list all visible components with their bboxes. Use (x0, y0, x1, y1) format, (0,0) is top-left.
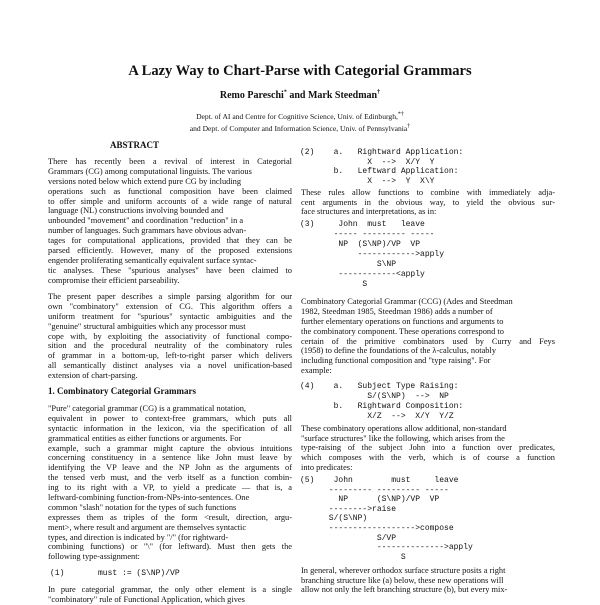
example-3-derivation: (3) John must leave ----- --------- ----- NP (S\NP)/VP VP ------------>apply S\NP ------------<apply S (300, 220, 445, 289)
abstract-paragraph (48, 157, 292, 286)
text-line-content: ing to its right with a VP, to yield a predicate — that is, a (48, 483, 292, 493)
text-line-content: These combinatory operations allow additional, non-standard (301, 424, 507, 433)
text-line-content: Grammars (CG) among computational linguists. The various (48, 166, 252, 176)
text-line-content: ment>, where result and argument are themselves syntactic (48, 522, 247, 532)
text-line-content: leftward-combining function-from-NPs-into-sentences. One (48, 493, 250, 503)
text-line (48, 206, 292, 216)
text-line-content: tages for computational applications, provided that they can be (48, 236, 292, 246)
text-line-content: uniform treatment for "spurious" syntactic ambiguities and the (48, 311, 292, 321)
text-line (301, 356, 555, 366)
author-mark: † (377, 89, 381, 96)
text-line-content: identifying the VP leave and the NP John as the arguments of (48, 463, 292, 473)
abstract-paragraph (48, 292, 292, 381)
example-2: (2) a. Rightward Application: X --> X/Y Y b. Leftward Application: X --> Y X\Y (300, 148, 464, 187)
text-line-content: versions noted below which extend pure CG by including (48, 176, 242, 186)
affiliation-mark: *† (397, 111, 404, 118)
body-paragraph (301, 566, 555, 595)
text-line (301, 424, 555, 434)
text-line (301, 307, 555, 317)
example-1: (1) must := (S\NP)/VP (50, 569, 180, 578)
text-line (48, 157, 292, 167)
text-line (48, 361, 292, 371)
text-line-content: allow not only the left branching structure (b), but every mix- (301, 585, 508, 595)
text-line (48, 302, 292, 312)
text-line (301, 576, 555, 586)
text-line-content: common "slash" notation for the types of such functions (48, 502, 237, 512)
body-paragraph (48, 585, 292, 605)
paper-title: A Lazy Way to Chart-Parse with Categorial Grammars (128, 63, 472, 79)
body-paragraph (301, 297, 555, 376)
text-line (48, 246, 292, 256)
text-line-content: grammatical entities as either functions or arguments. For (48, 433, 242, 443)
affiliation-text: and Dept. of Computer and Information Science, Univ. of Pennsylvania (189, 124, 408, 133)
affiliation (0, 112, 600, 122)
example-5-derivation: (5) John must leave --------- --------- ----- NP (S\NP)/VP VP -------->raise S/(S\NP) ------------------>compose S/VP -------------->apply S (300, 476, 473, 562)
text-line (301, 346, 555, 356)
text-line-content: types, and direction is indicated by "/" (for rightward- (48, 532, 229, 542)
text-line (301, 566, 555, 576)
text-line-content: compromise their efficient parseability. (48, 275, 180, 285)
text-line (301, 188, 555, 198)
body-paragraph (301, 424, 555, 472)
text-line-content: tic analyses. These "spurious analyses" have been claimed to (48, 265, 292, 275)
author-mark: * (283, 89, 287, 96)
text-line-content: the combinatory component. These operations correspond to (301, 326, 504, 336)
text-line-content: of grammar in a bottom-up, left-to-right parser which delivers (48, 351, 292, 361)
text-line-content: In pure categorial grammar, the only other element is a single (48, 585, 292, 594)
text-line (48, 341, 292, 351)
text-line-content: cope with, by exploiting the associativity of functional compo- (48, 331, 292, 341)
text-line (301, 297, 555, 307)
text-line (48, 473, 292, 483)
text-line-content: parsed efficiently. However, many of the proposed extensions (48, 246, 292, 256)
text-line (301, 207, 555, 217)
text-line (301, 366, 555, 376)
text-line (48, 493, 292, 503)
text-line-content: to offer simple and uniform accounts of a wide range of natural (48, 196, 292, 206)
text-line (48, 226, 292, 236)
text-line-content: "genuine" structural ambiguities which any processor must (48, 321, 246, 331)
body-paragraph (48, 404, 292, 562)
text-line (48, 371, 292, 381)
authors (0, 89, 600, 102)
text-line-content: cent arguments in the obvious way, to yield the obvious sur- (301, 197, 555, 207)
text-line (301, 198, 555, 208)
text-line (301, 327, 555, 337)
author-name: Remo Pareschi (219, 90, 284, 101)
text-line (48, 503, 292, 513)
text-line (48, 444, 292, 454)
text-line (48, 533, 292, 543)
text-line (48, 552, 292, 562)
text-line-content: Combinatory Categorial Grammar (CCG) (Ades and Steedman (301, 297, 513, 306)
text-line-content: (1958) to define the foundations of the λ-calculus, notably (301, 346, 497, 356)
text-line (301, 317, 555, 327)
text-line-content: branching structure like (a) below, these new operations will (301, 575, 504, 585)
text-line (48, 236, 292, 246)
text-line-content: all semantically distinct analyses via a novel unification-based (48, 361, 292, 371)
text-line (48, 463, 292, 473)
text-line-content: These rules allow functions to combine with immediately adja- (301, 188, 555, 197)
text-line-content: further elementary operations on functions and arguments to (301, 316, 504, 326)
text-line (48, 292, 292, 302)
affiliation-mark: † (407, 123, 411, 130)
text-line-content: following type-assignment: (48, 552, 140, 562)
text-line-content: the tensed verb must, and the verb itself as a function combin- (48, 473, 292, 483)
affiliation-text: Dept. of AI and Centre for Cognitive Science, Univ. of Edinburgh, (196, 112, 398, 121)
text-line (48, 167, 292, 177)
text-line (48, 322, 292, 332)
text-line-content: including functional composition and "type raising". For (301, 356, 491, 366)
example-4: (4) a. Subject Type Raising: S/(S\NP) --> NP b. Rightward Composition: X/Z --> X/Y Y/Z (300, 382, 464, 421)
text-line-content: number of languages. Such grammars have obvious advan- (48, 226, 247, 236)
text-line-content: example, such a grammar might capture the obvious intuitions (48, 443, 292, 453)
text-line (301, 463, 555, 473)
text-line-content: unbounded "movement" and coordination "reduction" in a (48, 216, 244, 226)
text-line-content: "surface structures" like the following, which arises from the (301, 433, 505, 443)
text-line (48, 187, 292, 197)
text-line-content: example: (301, 366, 332, 376)
text-line (48, 312, 292, 322)
text-line (48, 434, 292, 444)
text-line (48, 513, 292, 523)
author-name: Mark Steedman (307, 90, 378, 101)
text-line (301, 434, 555, 444)
text-line (48, 453, 292, 463)
text-line-content: In general, wherever orthodox surface structure posits a right (301, 566, 506, 575)
text-line (48, 483, 292, 493)
text-line-content: combining functions) or "\" (for leftward). Must then gets the (48, 542, 292, 552)
text-line (301, 443, 555, 453)
body-paragraph (301, 188, 555, 217)
text-line-content: into predicates: (301, 462, 353, 472)
section-heading: 1. Combinatory Categorial Grammars (48, 386, 196, 396)
text-line (48, 256, 292, 266)
text-line (48, 404, 292, 414)
text-line-content: operations such as functional composition have been claimed (48, 186, 292, 196)
text-line-content: There has recently been a revival of interest in Categorial (48, 157, 292, 166)
text-line-content: "Pure" categorial grammar (CG) is a grammatical notation, (48, 404, 246, 413)
text-line-content: which composes with the verb, which is of course a function (301, 453, 555, 463)
text-line (48, 414, 292, 424)
text-line-content: "combinatory" rule of Functional Application, which gives (48, 594, 245, 604)
text-line (48, 523, 292, 533)
author-separator: and (286, 90, 308, 101)
text-line (48, 585, 292, 595)
text-line-content: sition and the procedural neutrality of the combinatory rules (48, 341, 292, 351)
text-line (301, 337, 555, 347)
text-line-content: expresses them as triples of the form <result, direction, argu- (48, 512, 292, 522)
text-line (48, 542, 292, 552)
text-line-content: 1982, Steedman 1985, Steedman 1986) adds a number of (301, 306, 493, 316)
text-line-content: engender proliferating semantically equivalent surface syntac- (48, 255, 257, 265)
text-line (301, 585, 555, 595)
text-line-content: own "combinatory" extension of CG. This algorithm offers a (48, 301, 292, 311)
text-line (48, 177, 292, 187)
text-line (48, 332, 292, 342)
text-line (48, 351, 292, 361)
text-line-content: The present paper describes a simple parsing algorithm for our (48, 292, 292, 301)
text-line-content: equivalent in power to context-free grammars, which puts all (48, 413, 292, 423)
text-line (48, 266, 292, 276)
text-line-content: syntactic information in the lexicon, via the specification of all (48, 423, 292, 433)
text-line (48, 424, 292, 434)
text-line-content: extension of chart-parsing. (48, 371, 138, 381)
text-line-content: certain of the primitive combinators used by Curry and Feys (301, 336, 555, 346)
text-line-content: face structures and interpretations, as in: (301, 207, 437, 217)
text-line (48, 276, 292, 286)
text-line-content: language (NL) constructions involving bounded and (48, 206, 224, 216)
text-line (48, 197, 292, 207)
abstract-heading: ABSTRACT (110, 140, 160, 150)
text-line (301, 453, 555, 463)
text-line-content: type-raising of the subject John into a function over predicates, (301, 443, 555, 453)
text-line-content: concerning constituency in a sentence like John must leave by (48, 453, 292, 463)
affiliation (0, 124, 600, 134)
text-line (48, 216, 292, 226)
